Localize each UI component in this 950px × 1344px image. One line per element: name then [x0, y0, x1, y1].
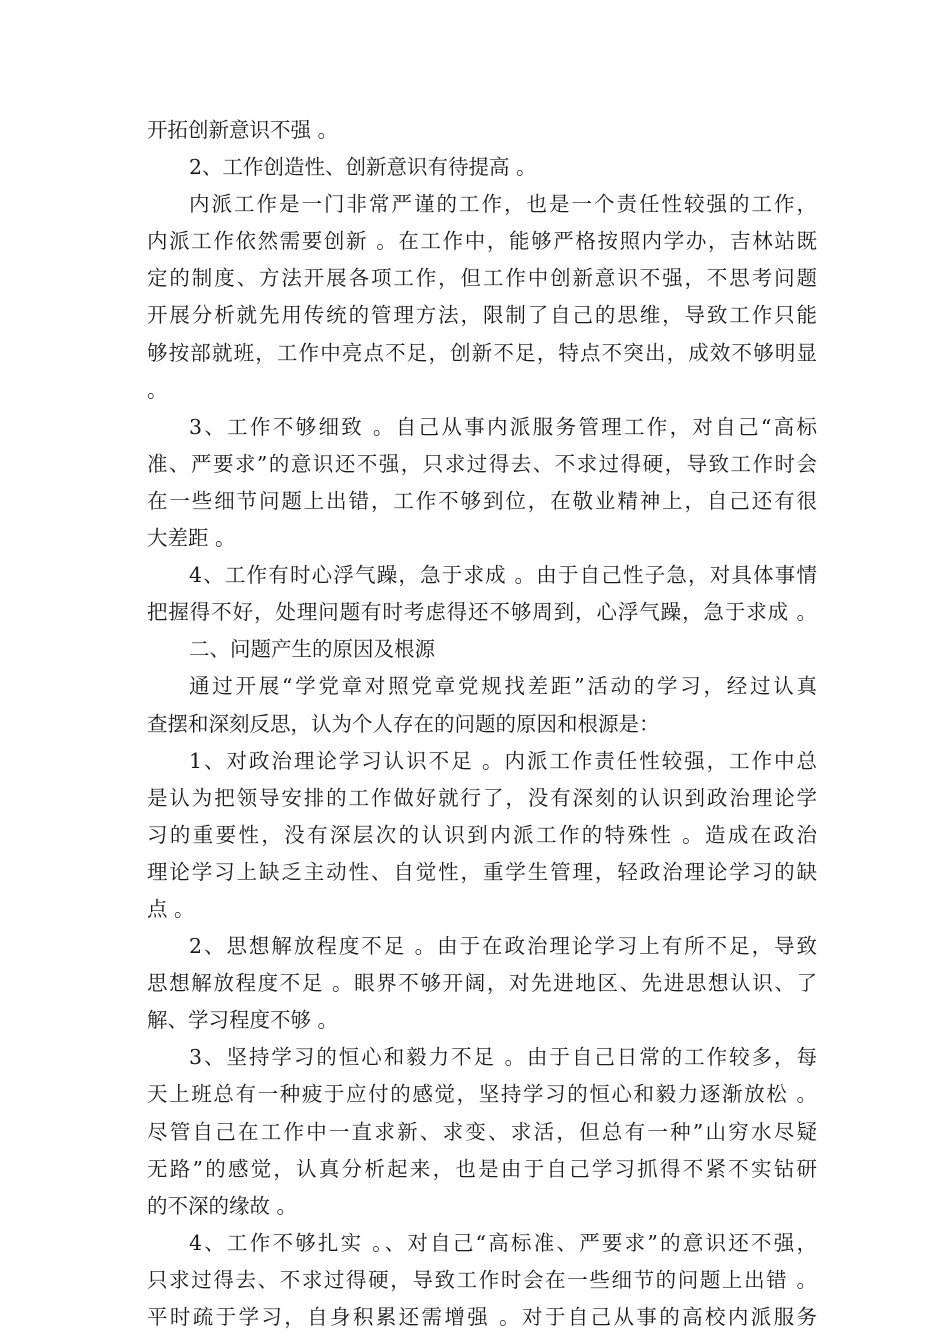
text-line: 内派工作依然需要创新 。在工作中，能够严格按照内学办，吉林站既 [147, 229, 819, 254]
text-line: 无路”的感觉，认真分析起来，也是由于自己学习抓得不紧不实钻研 [147, 1156, 820, 1181]
text-line: 。 [147, 377, 168, 402]
text-line: 4、工作不够扎实 。、对自己“高标准、严要求”的意识还不强， [189, 1230, 820, 1255]
text-line: 定的制度、方法开展各项工作，但工作中创新意识不强，不思考问题 [147, 266, 819, 291]
text-line: 的不深的缘故 。 [147, 1193, 298, 1218]
text-line: 内派工作是一门非常严谨的工作，也是一个责任性较强的工作， [189, 192, 819, 217]
text-line: 是认为把领导安排的工作做好就行了，没有深刻的认识到政治理论学 [147, 785, 819, 810]
text-line: 习的重要性，没有深层次的认识到内派工作的特殊性 。造成在政治 [147, 822, 820, 847]
text-line: 2、思想解放程度不足 。由于在政治理论学习上有所不足，导致 [189, 934, 819, 959]
text-line: 平时疏于学习，自身积累还需增强 。对于自己从事的高校内派服务 [147, 1305, 820, 1329]
text-line: 解、学习程度不够 。 [147, 1008, 339, 1033]
text-line: 二、问题产生的原因及根源 [189, 637, 435, 662]
document-body [147, 112, 820, 1336]
text-line: 够按部就班，工作中亮点不足，创新不足，特点不突出，成效不够明显 [147, 340, 819, 365]
text-line: 点 。 [147, 896, 195, 921]
text-line: 开展分析就先用传统的管理方法，限制了自己的思维，导致工作只能 [147, 303, 819, 328]
text-line: 尽管自己在工作中一直求新、求变、求活，但总有一种”山穷水尽疑 [147, 1119, 820, 1144]
text-line: 4、工作有时心浮气躁，急于求成 。由于自己性子急，对具体事情 [189, 563, 819, 588]
text-line: 查摆和深刻反思，认为个人存在的问题的原因和根源是： [147, 711, 660, 736]
text-line: 3、工作不够细致 。自己从事内派服务管理工作，对自己“高标 [189, 414, 820, 439]
text-line: 通过开展“学党章对照党章党规找差距”活动的学习，经过认真 [189, 674, 820, 699]
text-line: 开拓创新意识不强 。 [147, 118, 339, 142]
text-line: 思想解放程度不足 。眼界不够开阔，对先进地区、先进思想认识、了 [147, 971, 819, 996]
text-line: 只求过得去、不求过得硬，导致工作时会在一些细节的问题上出错 。 [147, 1267, 819, 1292]
text-line: 准、严要求”的意识还不强，只求过得去、不求过得硬，导致工作时会 [147, 451, 819, 476]
text-line: 2、工作创造性、创新意识有待提高 。 [189, 155, 537, 180]
text-line: 天上班总有一种疲于应付的感觉，坚持学习的恒心和毅力逐渐放松 。 [147, 1082, 819, 1107]
text-line: 1、对政治理论学习认识不足 。内派工作责任性较强，工作中总 [189, 748, 819, 773]
text-line: 把握得不好，处理问题有时考虑得还不够周到，心浮气躁，急于求成 。 [147, 600, 818, 625]
text-line: 理论学习上缺乏主动性、自觉性，重学生管理，轻政治理论学习的缺 [147, 859, 819, 884]
text-line: 3、坚持学习的恒心和毅力不足 。由于自己日常的工作较多，每 [189, 1045, 819, 1070]
text-line: 在一些细节问题上出错，工作不够到位，在敬业精神上，自己还有很 [147, 488, 819, 513]
text-line: 大差距 。 [147, 526, 236, 551]
